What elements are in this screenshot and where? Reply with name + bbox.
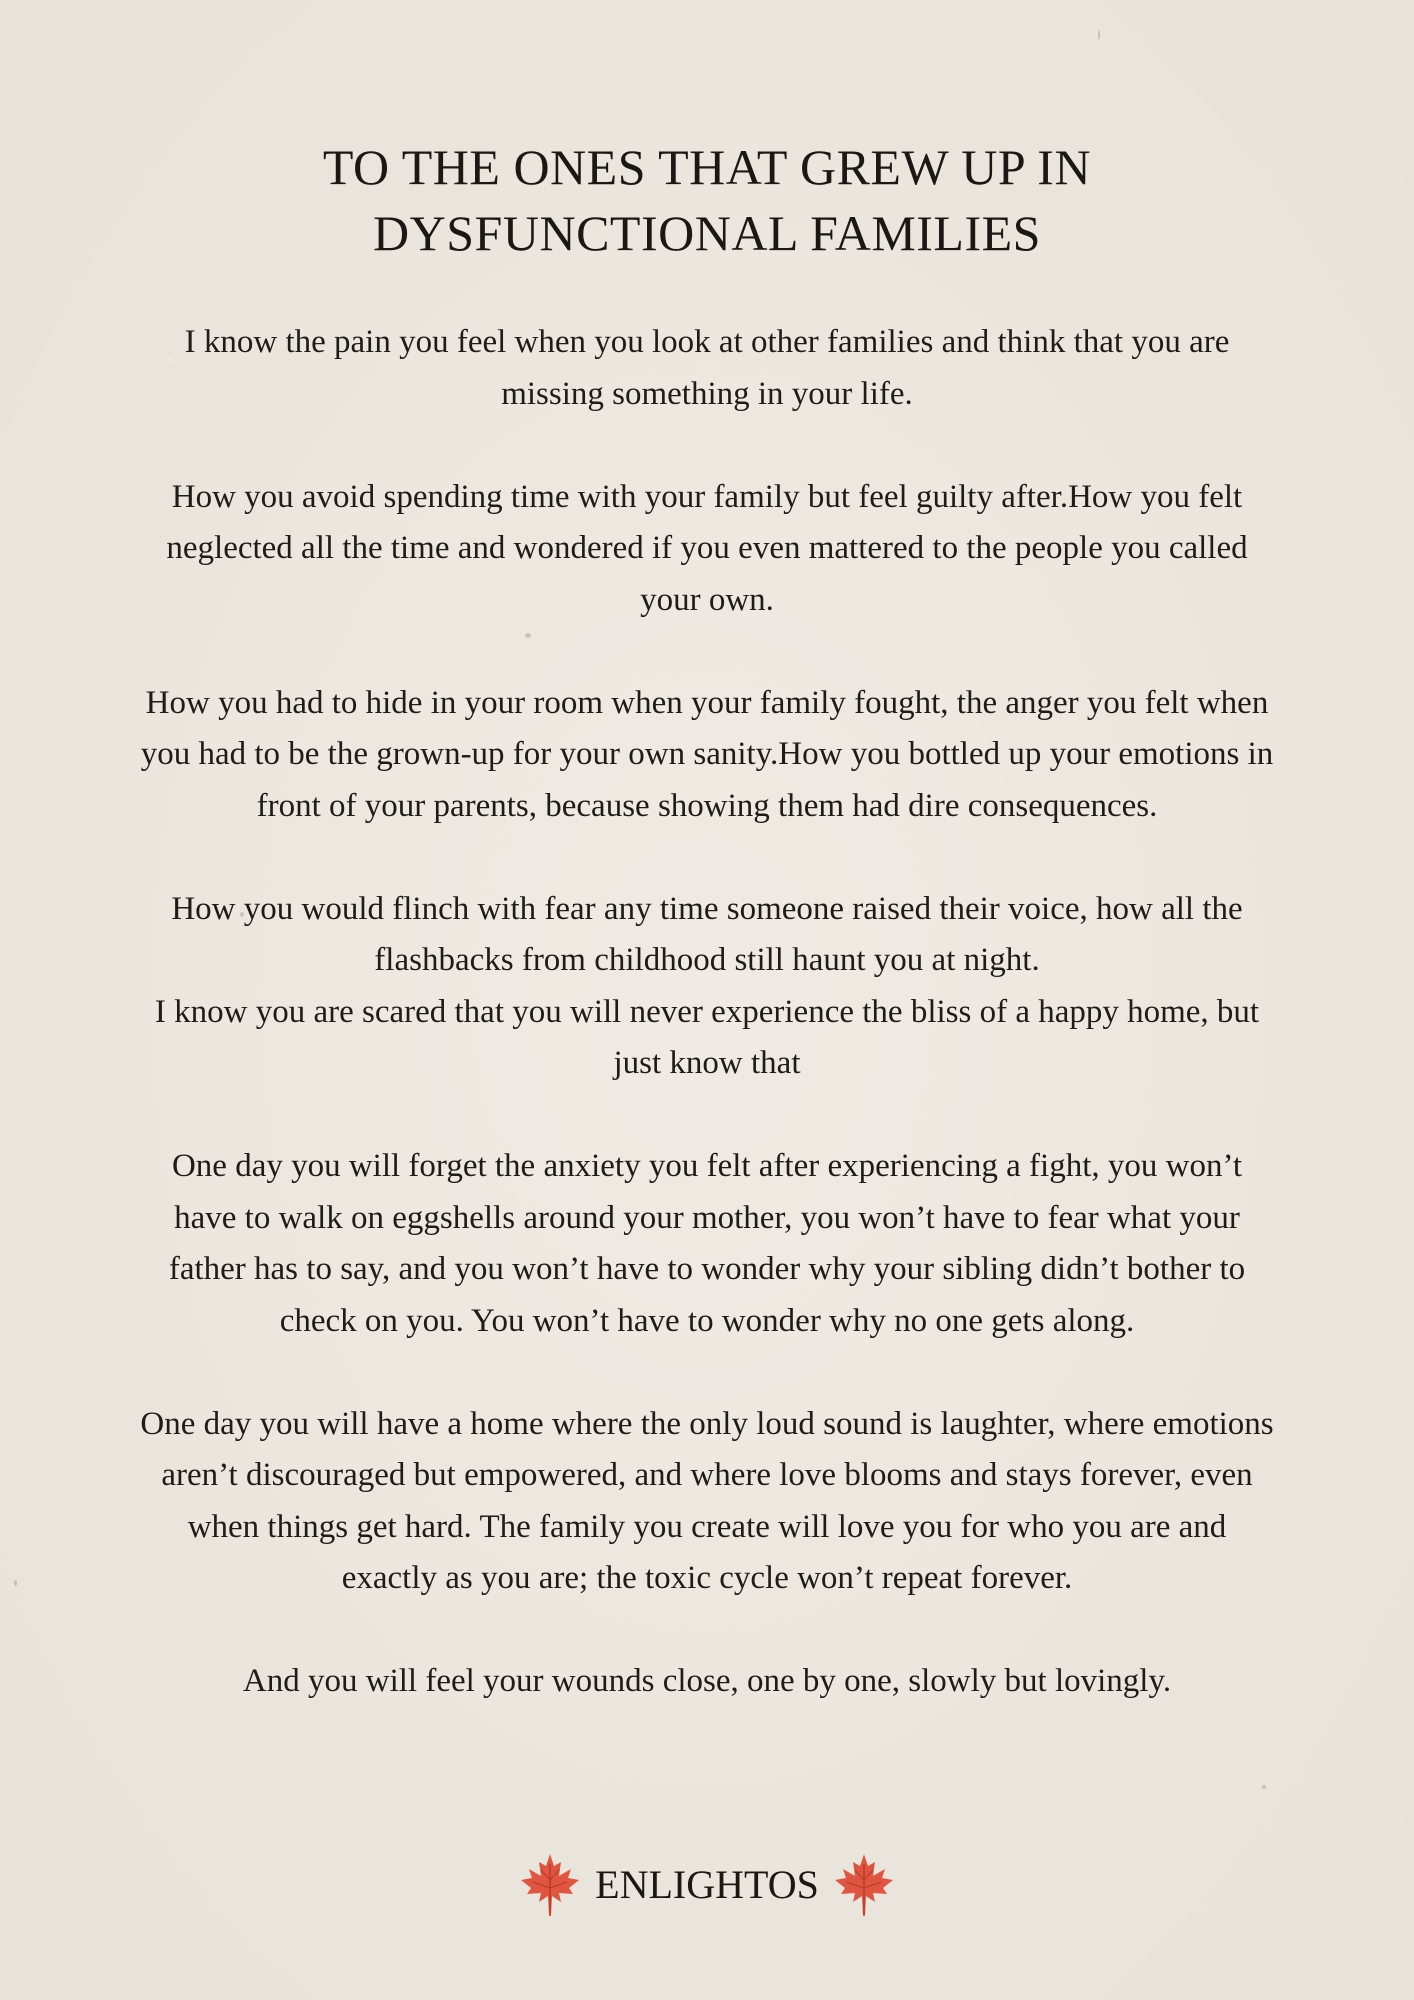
paragraph-2: How you avoid spending time with your family but feel guilty after.How you felt neglected all the time and wondered if you even mattered to the people you called your own. xyxy=(166,478,1248,618)
paragraph-spacer xyxy=(140,420,1274,472)
paragraph-6: One day you will forget the anxiety you felt after experiencing a fight, you won’t have to walk on eggshells around your mother, you won’t have to fear what your father has to say, and you won’t have to wonder why your sibling didn’t bother to check on you. You won’t have to wonder why no one gets along. xyxy=(168,1148,1246,1339)
paragraph-1: I know the pain you feel when you look at other families and think that you are missing something in your life. xyxy=(184,324,1230,412)
paragraph-4: How you would flinch with fear any time someone raised their voice, how all the flashbacks from childhood still haunt you at night. xyxy=(171,890,1243,978)
paper-speck xyxy=(1262,1785,1266,1789)
paragraph-spacer xyxy=(140,626,1274,678)
paragraph-8: And you will feel your wounds close, one by one, slowly but lovingly. xyxy=(242,1663,1172,1699)
paragraph-spacer xyxy=(140,1347,1274,1399)
paragraph-spacer xyxy=(140,1090,1274,1142)
paragraph-spacer xyxy=(140,1605,1274,1657)
maple-leaf-icon xyxy=(519,1852,581,1918)
paragraph-spacer xyxy=(140,832,1274,884)
paragraph-3: How you had to hide in your room when your family fought, the anger you felt when you had to be the grown-up for your own sanity.How you bottled up your emotions in front of your parents, because showing them had dire consequences. xyxy=(140,684,1274,824)
paper-speck xyxy=(1098,30,1100,40)
body-text xyxy=(140,317,1274,1708)
paragraph-5: I know you are scared that you will never experience the bliss of a happy home, but just know that xyxy=(154,993,1260,1081)
signature xyxy=(0,1852,1414,1918)
paper-speck xyxy=(14,1580,17,1586)
paper-speck xyxy=(525,633,531,638)
maple-leaf-icon xyxy=(833,1852,895,1918)
paragraph-7: One day you will have a home where the only loud sound is laughter, where emotions aren’t discouraged but empowered, and where love blooms and stays forever, even when things get hard. The family you create will love you for who you are and exactly as you are; the toxic cycle won’t repeat forever. xyxy=(140,1405,1274,1596)
page-title: TO THE ONES THAT GREW UP IN DYSFUNCTIONAL FAMILIES xyxy=(322,139,1092,261)
paper-speck xyxy=(240,912,244,917)
signature-text: ENLIGHTOS xyxy=(595,1862,819,1907)
